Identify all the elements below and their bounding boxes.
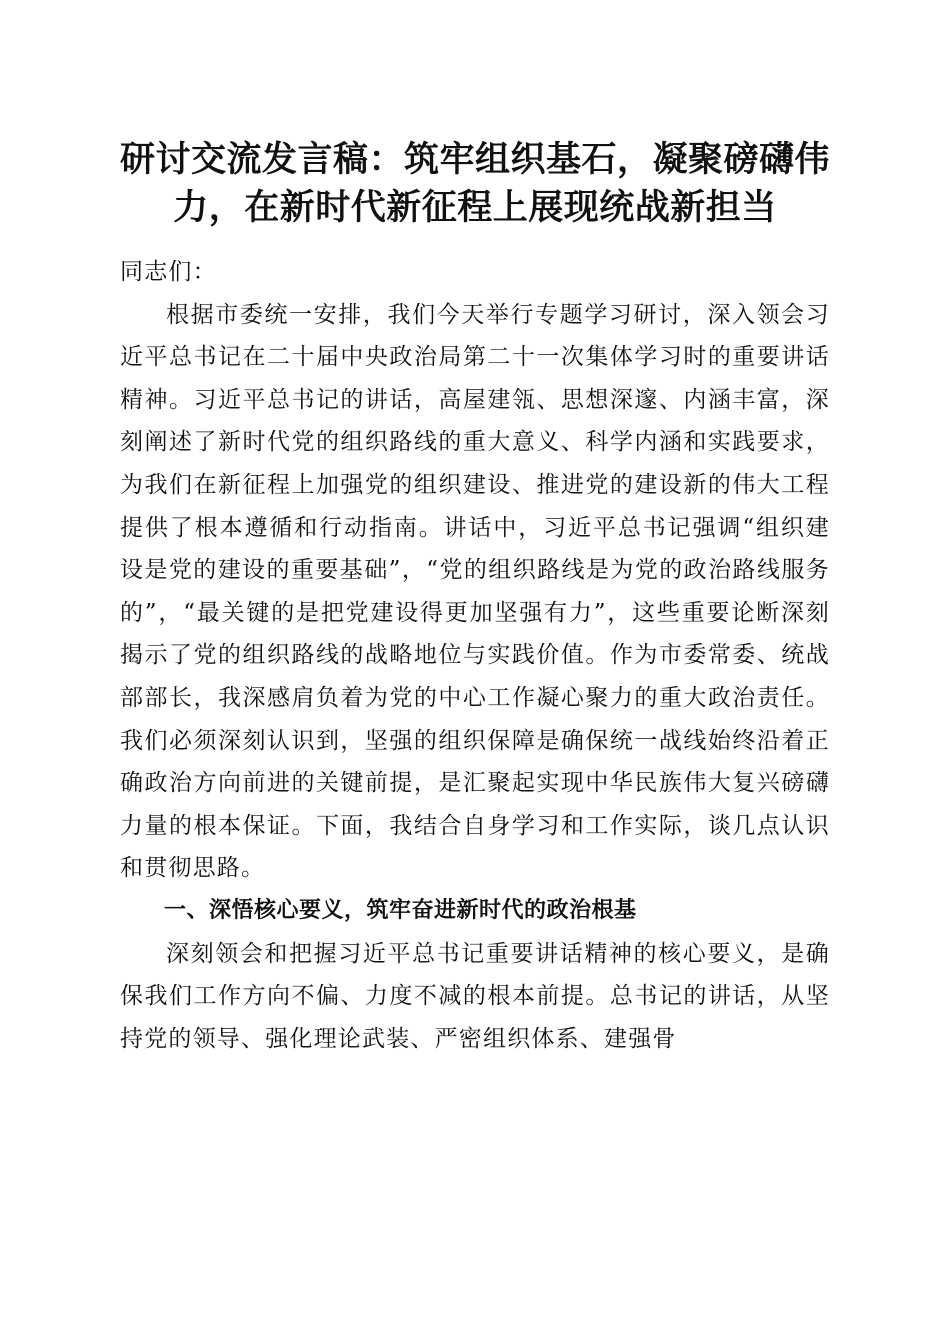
intro-paragraph: 根据市委统一安排，我们今天举行专题学习研讨，深入领会习近平总书记在二十届中央政治局第二十一次集体学习时的重要讲话精神。习近平总书记的讲话，高屋建瓴、思想深邃、内涵丰富，深刻阐述了新时代党的组织路线的重大意义、科学内涵和实践要求，为我们在新征程上加强党的组织建设、推进党的建设新的伟大工程提供了根本遵循和行动指南。讲话中，习近平总书记强调“组织建设是党的建设的重要基础”，“党的组织路线是为党的政治路线服务的”，“最关键的是把党建设得更加坚强有力”，这些重要论断深刻揭示了党的组织路线的战略地位与实践价值。作为市委常委、统战部部长，我深感肩负着为党的中心工作凝心聚力的重大政治责任。我们必须深刻认识到，坚强的组织保障是确保统一战线始终沿着正确政治方向前进的关键前提，是汇聚起实现中华民族伟大复兴磅礴力量的根本保证。下面，我结合自身学习和工作实际，谈几点认识和贯彻思路。 (120, 301, 830, 882)
salutation: 同志们： (120, 259, 217, 285)
document-title: 研讨交流发言稿：筑牢组织基石，凝聚磅礴伟力，在新时代新征程上展现统战新担当 (119, 139, 830, 228)
document-body (120, 251, 830, 1060)
section-heading: 一、深悟核心要义，筑牢奋进新时代的政治根基 (164, 897, 637, 923)
section-paragraph: 深刻领会和把握习近平总书记重要讲话精神的核心要义，是确保我们工作方向不偏、力度不减的根本前提。总书记的讲话，从坚持党的领导、强化理论武装、严密组织体系、建强骨 (120, 940, 830, 1052)
